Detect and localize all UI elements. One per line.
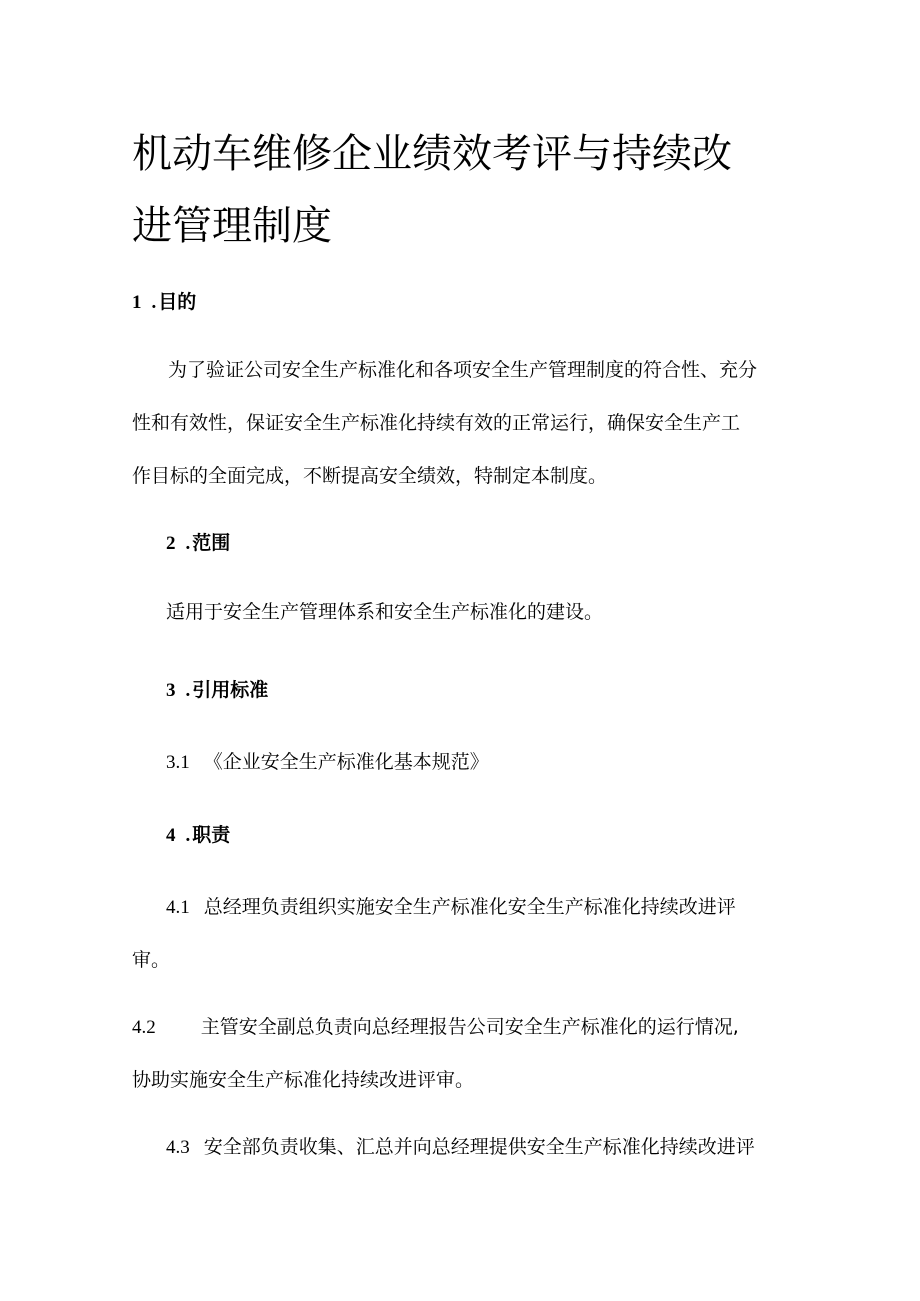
section-number: 3 [166,680,176,701]
item-number: 4.1 [166,897,190,918]
item-number: 4.3 [166,1137,190,1158]
purpose-line-3: 作目标的全面完成，不断提高安全绩效，特制定本制度。 [132,465,608,487]
item-number: 3.1 [166,752,190,773]
section-title: 目的 [158,291,197,313]
section-title: 范围 [192,532,231,554]
title-line-1: 机动车维修企业绩效考评与持续改 [132,131,732,177]
section-heading-scope [166,530,230,557]
duty-line-2: 协助实施安全生产标准化持续改进评审。 [132,1069,475,1091]
standard-item-3-1 [166,736,489,789]
section-heading-purpose [132,289,196,316]
duty-line-1 [132,1121,755,1174]
item-text: 总经理负责组织实施安全生产标准化安全生产标准化持续改进评 [203,896,736,918]
section-dot: . [185,533,191,554]
purpose-paragraph [132,344,757,503]
section-number: 1 [132,292,142,313]
duty-item-4-3 [132,1121,755,1174]
scope-line-1: 适用于安全生产管理体系和安全生产标准化的建设。 [166,601,604,623]
section-number: 4 [166,825,176,846]
section-dot: . [185,825,191,846]
item-text: 主管安全副总负责向总经理报告公司安全生产标准化的运行情况, [200,1016,739,1038]
title-line-2: 进管理制度 [132,203,332,249]
scope-paragraph [166,586,603,639]
section-number: 2 [166,533,176,554]
section-dot: . [151,292,157,313]
purpose-line-1: 为了验证公司安全生产标准化和各项安全生产管理制度的符合性、充分 [168,359,758,381]
section-title: 职责 [192,824,231,846]
duty-item-4-1 [132,881,736,987]
item-text: 安全部负责收集、汇总并向总经理提供安全生产标准化持续改进评 [203,1136,755,1158]
duty-item-4-2 [132,1001,739,1107]
item-text: 《企业安全生产标准化基本规范》 [203,751,489,773]
section-heading-duties [166,822,230,849]
duty-line-1 [132,1001,739,1054]
document-title [132,118,792,262]
duty-line-2: 审。 [132,949,171,971]
item-number: 4.2 [132,1017,156,1038]
section-title: 引用标准 [192,679,269,701]
purpose-line-2: 性和有效性，保证安全生产标准化持续有效的正常运行，确保安全生产工 [132,412,741,434]
section-dot: . [185,680,191,701]
section-heading-standards [166,677,268,704]
duty-line-1 [132,881,736,934]
